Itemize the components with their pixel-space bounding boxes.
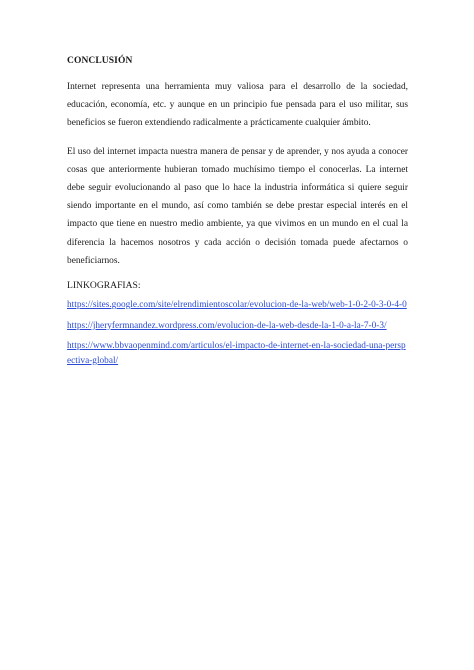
list-item [67,338,408,367]
paragraph-2: El uso del internet impacta nuestra manera de pensar y de aprender, y nos ayuda a conocer cosas que anteriormente hubieran tomado muchísimo tiempo el conocerlas. La internet debe seguir evolucionando al paso que lo hace la industria informática si quiere seguir siendo importante en el mundo, así como también se debe prestar especial interés en el impacto que tiene en nuestro medio ambiente, ya que vivimos en un mundo en el cual la diferencia la hacemos nosotros y cada acción o decisión tomada puede afectarnos o beneficiarnos. [67,146,408,266]
list-item [67,318,408,333]
links-heading: LINKOGRAFIAS: [67,280,141,292]
paragraph-1: Internet representa una herramienta muy valiosa para el desarrollo de la sociedad, educación, economía, etc. y aunque en un principio fue pensada para el uso militar, sus beneficios se fueron extendiendo radicalmente a prácticamente cualquier ámbito. [67,82,408,129]
link-bbvaopenmind[interactable]: https://www.bbvaopenmind.com/articulos/el-impacto-de-internet-en-la-sociedad-una-perspectiva-global/ [67,341,406,366]
links-list [67,297,408,367]
link-sites-google[interactable]: https://sites.google.com/site/elrendimientoscolar/evolucion-de-la-web/web-1-0-2-0-3-0-4-0 [67,300,407,311]
list-item [67,297,408,312]
conclusion-heading: CONCLUSIÓN [67,56,133,66]
link-wordpress[interactable]: https://jheryfermnandez.wordpress.com/evolucion-de-la-web-desde-la-1-0-a-la-7-0-3/ [67,320,387,331]
document-page [67,56,408,373]
